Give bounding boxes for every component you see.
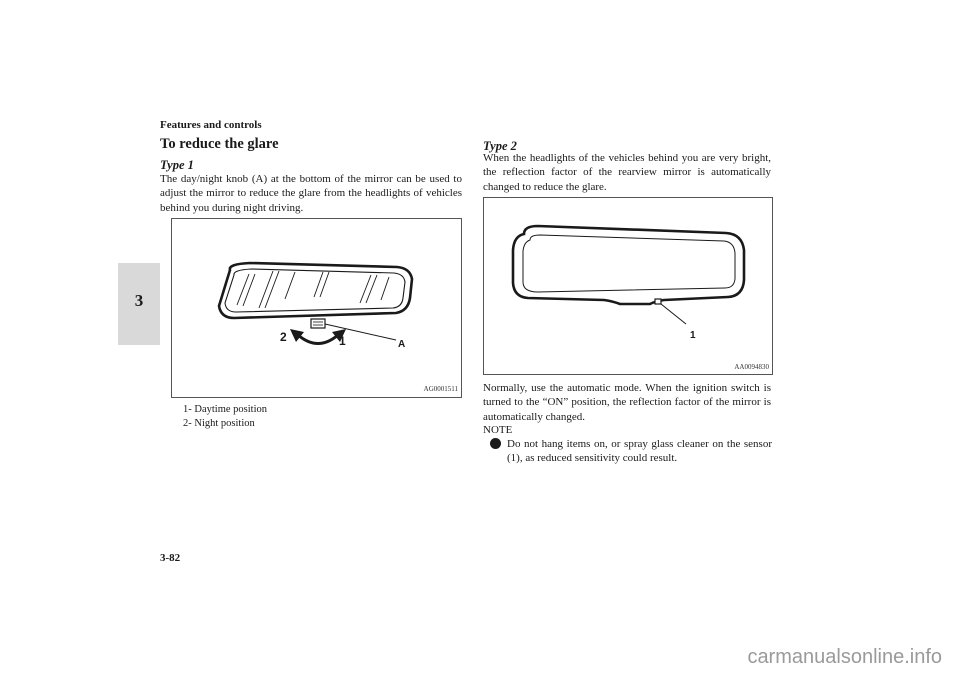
mirror-knob-illustration [172,219,461,397]
type1-text: The day/night knob (A) at the bottom of the mirror can be used to adjust the mirror to reduce the glare from the headlights of vehicles behind you during night driving. [160,173,462,214]
callout-1: 1 [339,334,346,348]
type2-figure-code: AA0094830 [734,363,769,371]
legend-item-night: 2- Night position [183,417,255,429]
type1-heading: Type 1 [160,158,194,172]
type2-text-normal: Normally, use the automatic mode. When the ignition switch is turned to the “ON” position, the reflection factor of the mirror is automatically changed. [483,382,771,423]
type2-heading: Type 2 [483,139,517,153]
type2-text: When the headlights of the vehicles behind you are very bright, the reflection factor of the rearview mirror is automatically changed to reduce the glare. [483,152,771,193]
auto-dimming-mirror-illustration [484,198,772,374]
type2-figure [483,197,773,375]
note-bullet-text: Do not hang items on, or spray glass cleaner on the sensor (1), as reduced sensitivity could result. [507,438,772,465]
page-number: 3-82 [160,552,181,564]
page-title: To reduce the glare [160,136,279,152]
watermark: carmanualsonline.info [747,646,942,668]
legend-item-daytime: 1- Daytime position [183,404,267,415]
callout-a: A [398,339,406,350]
section-header: Features and controls [160,119,262,131]
callout-sensor-1: 1 [690,330,696,341]
type1-figure-code: AG0001511 [423,385,458,393]
type1-figure [171,218,462,398]
bullet-icon [490,438,501,449]
chapter-tab-number: 3 [134,291,144,310]
note-label: NOTE [483,424,513,436]
callout-2: 2 [280,330,287,344]
